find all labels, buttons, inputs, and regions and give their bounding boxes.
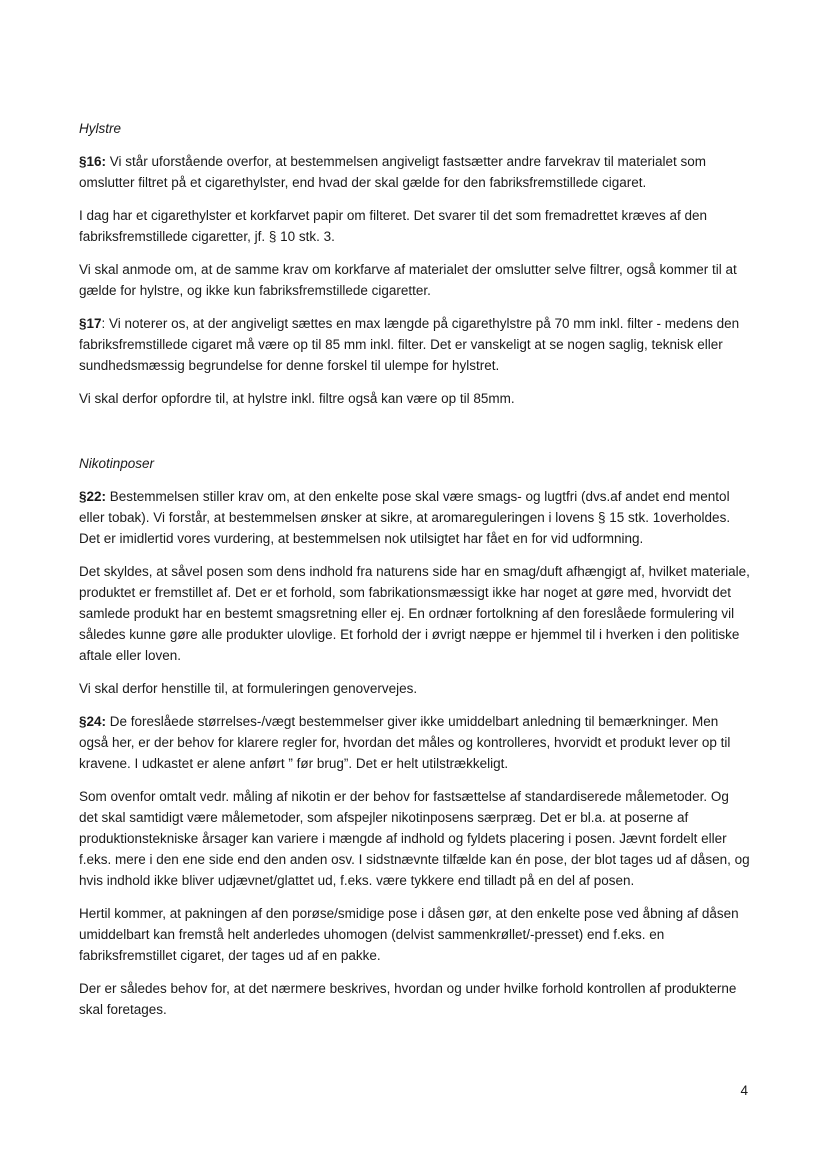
paragraph-text: Vi skal anmode om, at de samme krav om korkfarve af materialet der omslutter selve filtrer, også kommer til at gælde for hylstre, og ikke kun fabriksfremstillede cigaretter. bbox=[79, 262, 737, 298]
paragraph bbox=[79, 486, 751, 549]
paragraph bbox=[79, 313, 751, 376]
paragraph bbox=[79, 259, 751, 301]
paragraph-text: Som ovenfor omtalt vedr. måling af nikotin er der behov for fastsættelse af standardiserede målemetoder. Og det skal samtidigt være målemetoder, som afspejler nikotinposens særpræg. Det er bl.a. at poserne af produktionstekniske årsager kan variere i mængde af indhold og fyldets placering i posen. Jævnt fordelt eller f.eks. mere i den ene side end den anden osv. I sidstnævnte tilfælde kan én pose, der blot tages ud af dåsen, og hvis indhold ikke bliver udjævnet/glattet ud, f.eks. være tykkere end tilladt på en del af posen. bbox=[79, 789, 750, 888]
paragraph-text: Hertil kommer, at pakningen af den porøse/smidige pose i dåsen gør, at den enkelte pose ved åbning af dåsen umiddelbart kan fremstå helt anderledes uhomogen (delvist sammenkrøllet/-presset) end f.eks. en fabriksfremstillet cigaret, der tages ud af en pakke. bbox=[79, 906, 739, 963]
document-page bbox=[79, 118, 751, 1032]
paragraph-text: Vi skal derfor henstille til, at formuleringen genovervejes. bbox=[79, 681, 418, 696]
paragraph-text: Vi skal derfor opfordre til, at hylstre inkl. filtre også kan være op til 85mm. bbox=[79, 391, 515, 406]
paragraph bbox=[79, 786, 751, 891]
paragraph bbox=[79, 711, 751, 774]
paragraph-text: I dag har et cigarethylster et korkfarvet papir om filteret. Det svarer til det som fremadrettet kræves af den fabriksfremstillede cigaretter, jf. § 10 stk. 3. bbox=[79, 208, 708, 244]
section-heading: Hylstre bbox=[79, 121, 122, 136]
paragraph-ref: §24: bbox=[79, 714, 107, 729]
paragraph-ref: §16: bbox=[79, 154, 107, 169]
paragraph-text: Det skyldes, at såvel posen som dens indhold fra naturens side har en smag/duft afhængigt af, hvilket materiale, produktet er fremstillet af. Det er et forhold, som fabrikationsmæssigt ikke har noget at gøre med, hvorvidt det samlede produkt har en bestemt smagsretning eller ej. En ordnær fortolkning af den foreslåede formulering vil således kunne gøre alle produkter ulovlige. Et forhold der i øvrigt næppe er hjemmel til i hverken i den politiske aftale eller loven. bbox=[79, 564, 750, 663]
section-hylstre bbox=[79, 118, 751, 409]
paragraph bbox=[79, 388, 751, 409]
paragraph-text: De foreslåede størrelses-/vægt bestemmelser giver ikke umiddelbart anledning til bemærkninger. Men også her, er der behov for klarere regler for, hvordan det måles og kontrolleres, hvorvidt et produkt lever op til kravene. I udkastet er alene anført ” før brug”. Det er helt utilstrækkeligt. bbox=[79, 714, 731, 771]
paragraph-text: : Vi noterer os, at der angiveligt sættes en max længde på cigarethylstre på 70 mm inkl. filter - medens den fabriksfremstillede cigaret må være op til 85 mm inkl. filter. Det er vanskeligt at se nogen saglig, teknisk eller sundhedsmæssig begrundelse for denne forskel til ulempe for hylstret. bbox=[79, 316, 740, 373]
paragraph bbox=[79, 903, 751, 966]
paragraph bbox=[79, 561, 751, 666]
section-spacer bbox=[79, 421, 751, 453]
section-nikotinposer bbox=[79, 453, 751, 1020]
paragraph bbox=[79, 678, 751, 699]
paragraph bbox=[79, 205, 751, 247]
paragraph-text: Der er således behov for, at det nærmere beskrives, hvordan og under hvilke forhold kontrollen af produkterne skal foretages. bbox=[79, 981, 737, 1017]
paragraph-ref: §17 bbox=[79, 316, 102, 331]
page-number: 4 bbox=[740, 1083, 748, 1098]
paragraph bbox=[79, 978, 751, 1020]
paragraph-text: Vi står uforstående overfor, at bestemmelsen angiveligt fastsætter andre farvekrav til materialet som omslutter filtret på et cigarethylster, end hvad der skal gælde for den fabriksfremstillede cigaret. bbox=[79, 154, 707, 190]
paragraph bbox=[79, 151, 751, 193]
paragraph-text: Bestemmelsen stiller krav om, at den enkelte pose skal være smags- og lugtfri (dvs.af andet end mentol eller tobak). Vi forstår, at bestemmelsen ønsker at sikre, at aromareguleringen i lovens § 15 stk. 1overholdes. Det er imidlertid vores vurdering, at bestemmelsen nok utilsigtet har fået en for vid udformning. bbox=[79, 489, 731, 546]
paragraph-ref: §22: bbox=[79, 489, 107, 504]
section-heading: Nikotinposer bbox=[79, 456, 155, 471]
